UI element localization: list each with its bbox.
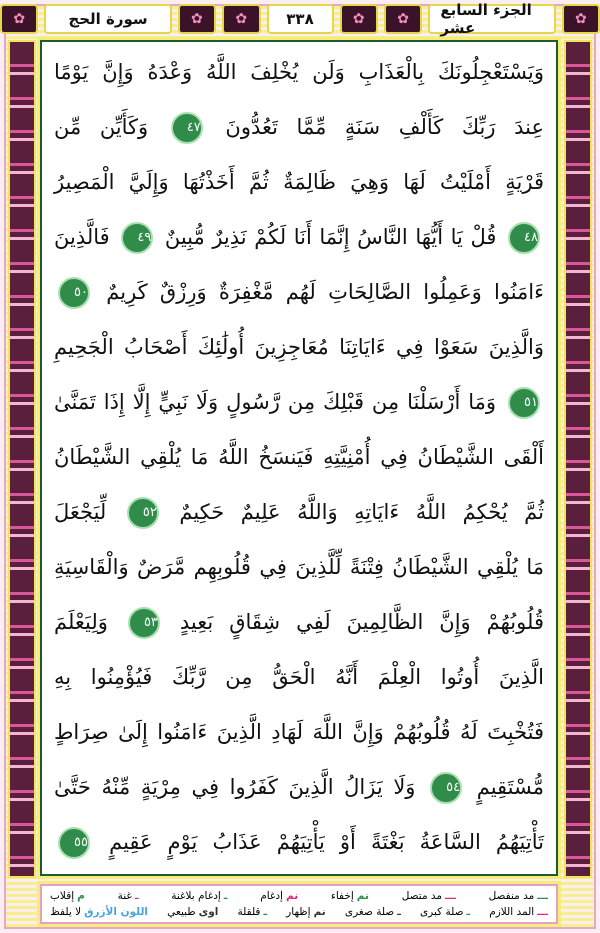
legend-label: المد اللازم [489, 906, 535, 918]
juz-name: الجزء السابع عشر [428, 4, 555, 34]
verse-text: وَيَسْتَعْجِلُونَكَ بِالْعَذَابِ وَلَن يُخْلِفَ اللَّهُ وَعْدَهُ وَإِنَّ يَوْمًا [54, 60, 544, 84]
verse-number-marker: ٥٥ [58, 827, 90, 859]
legend-label: إظهار [286, 906, 311, 918]
legend-swatch: اللون الأزرق [84, 906, 149, 918]
verse-number-marker: ٥٣ [128, 607, 160, 639]
legend-item [420, 906, 470, 918]
text-line [54, 156, 544, 210]
text-line [54, 761, 544, 815]
verse-number-marker: ٥٢ [127, 497, 159, 529]
verse-number-marker: ٥١ [508, 387, 540, 419]
legend-swatch: ـ [466, 906, 471, 918]
legend-item [345, 906, 401, 918]
legend-swatch: ـــ [445, 890, 456, 902]
text-line [54, 211, 544, 265]
legend-swatch: ـ [223, 890, 228, 902]
right-ornament [564, 40, 592, 878]
legend-swatch: ـــ [537, 890, 548, 902]
legend-swatch: ـ [397, 906, 401, 918]
legend-label: غنة [117, 890, 132, 902]
legend-swatch: ـ [134, 890, 139, 902]
verse-text: قَرْيَةٍ أَمْلَيْتُ لَهَا وَهِيَ ظَالِمَةٌ ثُمَّ أَخَذْتُهَا وَإِلَيَّ الْمَصِيرُ [54, 170, 544, 194]
text-line [54, 706, 544, 760]
verse-text: تَأْتِيَهُمُ السَّاعَةُ بَغْتَةً أَوْ يَأْتِيَهُمْ عَذَابُ يَوْمٍ عَقِيمٍ [109, 830, 544, 854]
verse-number-marker: ٤٨ [508, 222, 540, 254]
verse-number-marker: ٥٤ [430, 772, 462, 804]
page-header [0, 0, 600, 38]
legend-swatch: نم [285, 890, 299, 902]
legend-label: صلة صغرى [344, 906, 395, 918]
legend-item [118, 890, 139, 902]
legend-label: مد متصل [401, 890, 443, 902]
legend-swatch: ـ [263, 906, 268, 918]
legend-row-2 [50, 906, 548, 918]
text-line [54, 266, 544, 320]
legend-label: لا يلفظ [50, 906, 82, 918]
text-line [54, 46, 544, 100]
verse-text: قُلُوبُهُمْ وَإِنَّ الظَّالِمِينَ لَفِي شِقَاقٍ بَعِيدٍ [179, 610, 544, 634]
text-line [54, 816, 544, 870]
ornament: ✿ [0, 4, 38, 34]
ornament: ✿ [340, 4, 378, 34]
legend-swatch: ـــ [537, 906, 548, 918]
legend-swatch: نم [313, 906, 326, 918]
text-line [54, 376, 544, 430]
legend-item [238, 906, 268, 918]
legend-label: إخفاء [330, 890, 354, 902]
surah-name: سورة الحج [44, 4, 171, 34]
verse-text: فَالَّذِينَ [54, 225, 110, 249]
verse-text: وَالَّذِينَ سَعَوْا فِي ءَايَاتِنَا مُعَاجِزِينَ أُولَٰئِكَ أَصْحَابُ الْجَحِيمِ [54, 335, 544, 359]
legend-item [167, 906, 218, 918]
ornament: ✿ [222, 4, 260, 34]
legend-swatch: نم [356, 890, 369, 902]
verse-text: وَلَا يَزَالُ الَّذِينَ كَفَرُوا فِي مِرْيَةٍ مِّنْهُ حَتَّىٰ [54, 775, 416, 799]
verse-number-marker: ٥٠ [58, 277, 90, 309]
legend-label: إدغام بلاغنة [171, 890, 221, 902]
ornament: ✿ [384, 4, 422, 34]
verse-text: الَّذِينَ أُوتُوا الْعِلْمَ أَنَّهُ الْحَقُّ مِن رَّبِّكَ فَيُؤْمِنُوا بِهِ [54, 665, 544, 689]
legend-row-1 [50, 890, 548, 902]
text-line [54, 541, 544, 595]
legend-item [171, 890, 227, 902]
verse-text: مُّسْتَقِيمٍ [476, 775, 544, 799]
legend-item [402, 890, 456, 902]
legend-item [489, 890, 548, 902]
legend-item [489, 906, 548, 918]
verse-text: عِندَ رَبِّكَ كَأَلْفِ سَنَةٍ مِّمَّا تَعُدُّونَ [225, 115, 544, 139]
verse-text: مَا يُلْقِي الشَّيْطَانُ فِتْنَةً لِّلَّذِينَ فِي قُلُوبِهِم مَّرَضٌ وَالْقَاسِيَةِ [54, 555, 544, 579]
text-lines [54, 46, 544, 870]
text-line [54, 651, 544, 705]
verse-text: وَلِيَعْلَمَ [54, 610, 108, 634]
text-line [54, 596, 544, 650]
verse-text: ءَامَنُوا وَعَمِلُوا الصَّالِحَاتِ لَهُم مَّغْفِرَةٌ وَرِزْقٌ كَرِيمٌ [106, 280, 544, 304]
ornament: ✿ [178, 4, 216, 34]
verse-text: وَكَأَيِّن مِّن [54, 115, 149, 139]
legend-item [331, 890, 369, 902]
text-line [54, 431, 544, 485]
verse-text: قُلْ يَا أَيُّهَا النَّاسُ إِنَّمَا أَنَا لَكُمْ نَذِيرٌ مُّبِينٌ [164, 225, 497, 249]
text-line [54, 321, 544, 375]
verse-text: لِّيَجْعَلَ [54, 500, 107, 524]
legend-label: مد منفصل [488, 890, 535, 902]
legend-label: إقلاب [50, 890, 75, 902]
verse-text: فَتُخْبِتَ لَهُ قُلُوبُهُمْ وَإِنَّ اللَّهَ لَهَادِ الَّذِينَ ءَامَنُوا إِلَىٰ صِرَاطٍ [54, 720, 544, 744]
verse-text: ثُمَّ يُحْكِمُ اللَّهُ ءَايَاتِهِ وَاللَّهُ عَلِيمٌ حَكِيمٌ [179, 500, 544, 524]
legend-item [286, 906, 326, 918]
tajweed-legend [40, 884, 558, 924]
legend-swatch: م [77, 890, 85, 902]
ornament: ✿ [562, 4, 600, 34]
legend-label: طبيعي [167, 906, 196, 918]
legend-item [50, 890, 85, 902]
legend-item [260, 890, 298, 902]
page-number: ٣٣٨ [267, 4, 334, 34]
legend-label: إدغام [260, 890, 283, 902]
quran-text-area [40, 40, 558, 876]
legend-swatch: اوى [198, 906, 219, 918]
verse-number-marker: ٤٧ [171, 112, 203, 144]
text-line [54, 101, 544, 155]
legend-label: قلقلة [237, 906, 261, 918]
text-line [54, 486, 544, 540]
verse-text: أَلْقَى الشَّيْطَانُ فِي أُمْنِيَّتِهِ فَيَنسَخُ اللَّهُ مَا يُلْقِي الشَّيْطَانُ [54, 445, 544, 469]
legend-item [50, 906, 148, 918]
verse-number-marker: ٤٩ [121, 222, 153, 254]
legend-label: صلة كبرى [419, 906, 464, 918]
verse-text: وَمَا أَرْسَلْنَا مِن قَبْلِكَ مِن رَّسُولٍ وَلَا نَبِيٍّ إِلَّا إِذَا تَمَنَّىٰ [54, 390, 497, 414]
left-ornament [8, 40, 36, 878]
